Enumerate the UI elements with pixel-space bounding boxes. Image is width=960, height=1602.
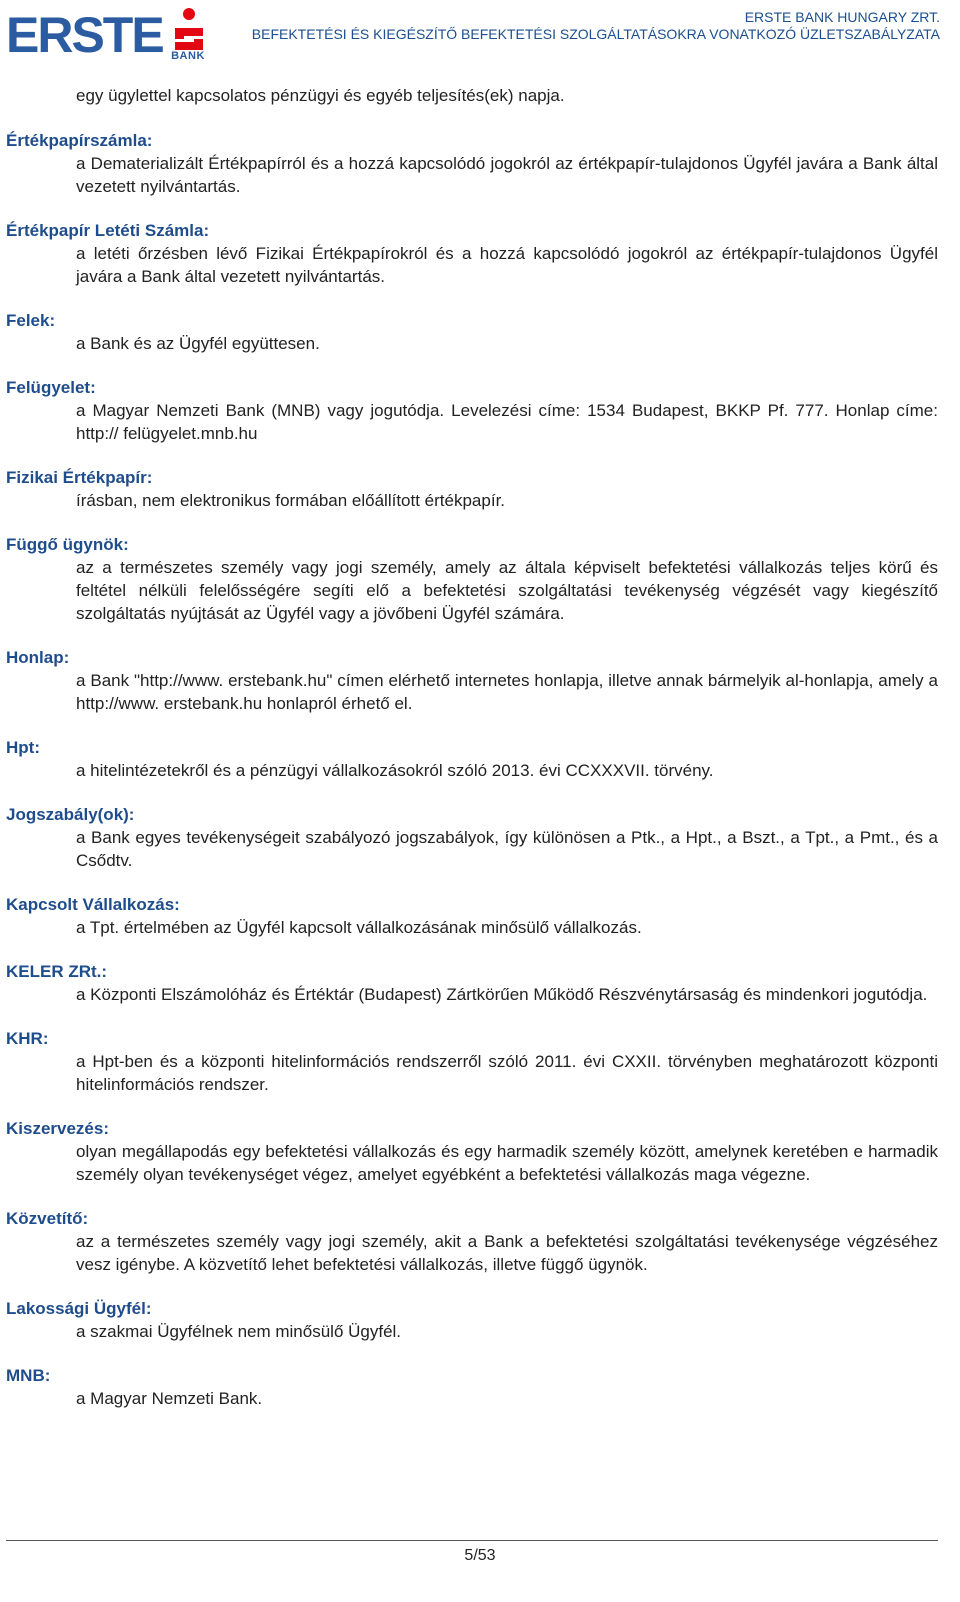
definition-entry: [6, 1027, 938, 1096]
definition-entry: [6, 376, 938, 445]
term: Értékpapírszámla:: [6, 131, 153, 150]
definition-entry: [6, 893, 938, 939]
definition-entry: [6, 736, 938, 782]
term: Honlap:: [6, 648, 70, 667]
logo-bank-label: BANK: [171, 50, 205, 62]
definition-entry: [6, 1207, 938, 1276]
definition: olyan megállapodás egy befektetési vállalkozás és egy harmadik személy között, amelynek keretében e harmadik személy olyan tevékenységet végez, amelyet egyébként a befektetési vállalkozás maga végezne.: [76, 1142, 938, 1184]
term: KHR:: [6, 1029, 49, 1048]
term: Lakossági Ügyfél:: [6, 1299, 152, 1318]
definition: a szakmai Ügyfélnek nem minősülő Ügyfél.: [76, 1322, 402, 1341]
definition: a Bank "http://www. erstebank.hu" címen elérhető internetes honlapja, illetve annak bármelyik al-honlapja, amely a http://www. erstebank.hu honlapról érhető el.: [76, 671, 938, 713]
company-name: ERSTE BANK HUNGARY ZRT.: [744, 9, 940, 25]
definition: a hitelintézetekről és a pénzügyi vállalkozásokról szóló 2013. évi CCXXXVII. törvény.: [76, 761, 714, 780]
document-body: [6, 84, 938, 1431]
term: Kapcsolt Vállalkozás:: [6, 895, 180, 914]
definition: írásban, nem elektronikus formában előállított értékpapír.: [76, 491, 506, 510]
definition-entry: [6, 219, 938, 288]
definition: az a természetes személy vagy jogi személy, akit a Bank a befektetési szolgáltatási tevékenysége végzéséhez vesz igénybe. A közvetítő lehet befektetési vállalkozás, illetve függő ügynök.: [76, 1232, 938, 1274]
intro-text: egy ügylettel kapcsolatos pénzügyi és egyéb teljesítés(ek) napja.: [76, 86, 565, 105]
term: Függő ügynök:: [6, 535, 129, 554]
page-number: 5/53: [464, 1547, 496, 1564]
term: Fizikai Értékpapír:: [6, 468, 153, 487]
definition: az a természetes személy vagy jogi személy, amely az általa képviselt befektetési vállalkozás teljes körű és feltétel nélküli felelősségére segíti elő a befektetési szolgáltatási tevékenység végzését vagy kiegészítő szolgáltatás nyújtását az Ügyfél vagy a jövőbeni Ügyfél számára.: [76, 558, 938, 623]
definition-entry: [6, 309, 938, 355]
definition-entry: [6, 1117, 938, 1186]
definition: a letéti őrzésben lévő Fizikai Értékpapírokról és a hozzá kapcsolódó jogokról az értékpapír-tulajdonos Ügyfél javára a Bank által vezetett nyilvántartás.: [76, 244, 938, 286]
definition: a Tpt. értelmében az Ügyfél kapcsolt vállalkozásának minősülő vállalkozás.: [76, 918, 642, 937]
definition: a Magyar Nemzeti Bank (MNB) vagy jogutódja. Levelezési címe: 1534 Budapest, BKKP Pf. 777. Honlap címe: http:// felügyelet.mnb.hu: [76, 401, 938, 443]
definition: a Központi Elszámolóház és Értéktár (Budapest) Zártkörűen Működő Részvénytársaság és mindenkori jogutódja.: [76, 985, 928, 1004]
definition: a Magyar Nemzeti Bank.: [76, 1389, 263, 1408]
definition-entry: [6, 803, 938, 872]
definition: a Hpt-ben és a központi hitelinformációs rendszerről szóló 2011. évi CXXII. törvényben meghatározott központi hitelinformációs rendszer.: [76, 1052, 938, 1094]
term: Jogszabály(ok):: [6, 805, 135, 824]
definition-entry: [6, 129, 938, 198]
term: Hpt:: [6, 738, 40, 757]
definition-entry: [6, 1297, 938, 1343]
term: Felek:: [6, 311, 56, 330]
footer-divider: [6, 1540, 938, 1541]
term: Értékpapír Letéti Számla:: [6, 221, 210, 240]
definition: a Bank és az Ügyfél együttesen.: [76, 334, 320, 353]
definition: a Dematerializált Értékpapírról és a hozzá kapcsolódó jogokról az értékpapír-tulajdonos Ügyfél javára a Bank által vezetett nyilvántartás.: [76, 154, 938, 196]
definition: a Bank egyes tevékenységeit szabályozó jogszabályok, így különösen a Ptk., a Hpt., a Bszt., a Tpt., a Pmt., és a Csődtv.: [76, 828, 938, 870]
erste-logo: [6, 6, 206, 64]
definition-entry: [6, 533, 938, 625]
term: Felügyelet:: [6, 378, 96, 397]
term: KELER ZRt.:: [6, 962, 108, 981]
definition-entry: [6, 1364, 938, 1410]
term: Kiszervezés:: [6, 1119, 110, 1138]
definition-entry: [6, 646, 938, 715]
term: Közvetítő:: [6, 1209, 89, 1228]
definition-entry: [6, 960, 938, 1006]
document-title: BEFEKTETÉSI ÉS KIEGÉSZÍTŐ BEFEKTETÉSI SZOLGÁLTATÁSOKRA VONATKOZÓ ÜZLETSZABÁLYZATA: [251, 26, 940, 42]
logo-wordmark: ERSTE: [6, 7, 163, 63]
page-header: [0, 0, 960, 66]
term: MNB:: [6, 1366, 51, 1385]
definition-entry: [6, 466, 938, 512]
